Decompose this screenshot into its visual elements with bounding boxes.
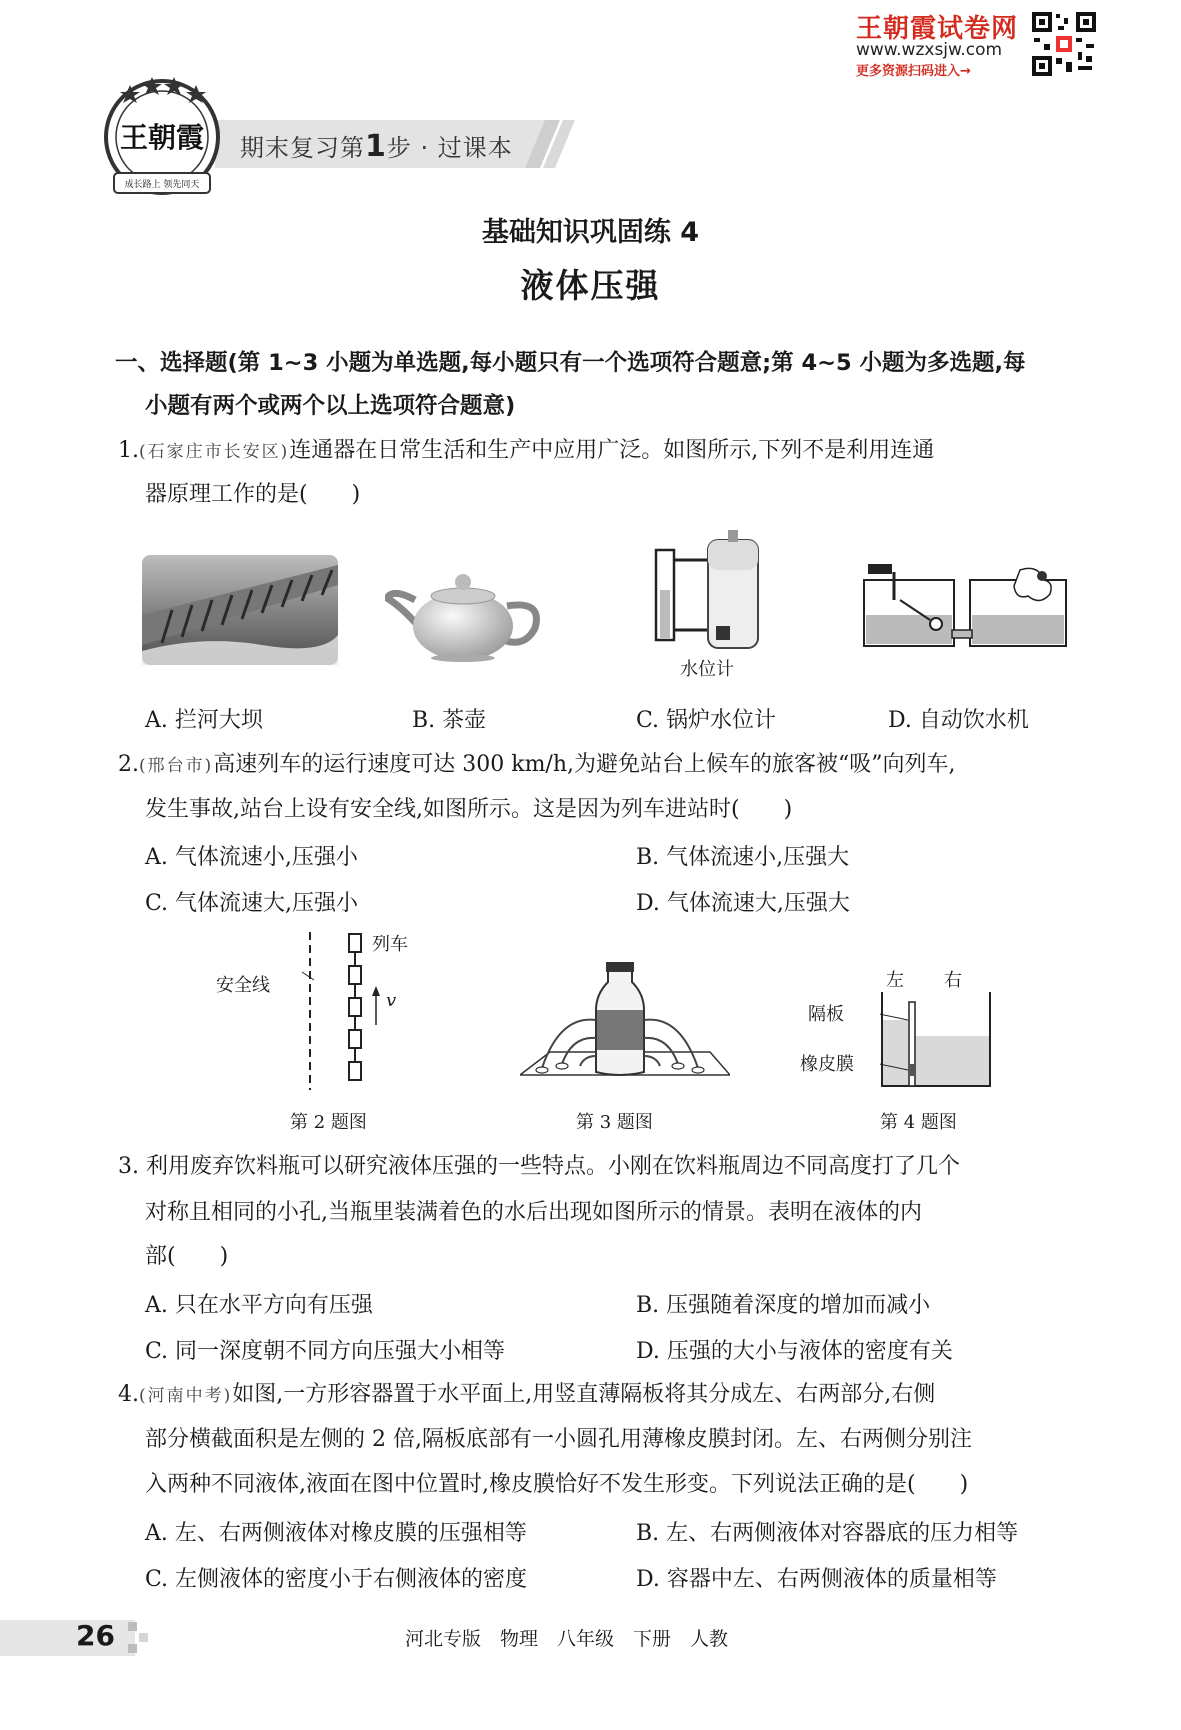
- page-number: 26: [76, 1619, 115, 1652]
- q2-line1: [118, 750, 956, 781]
- fig4-partition-label: 隔板: [808, 1004, 844, 1025]
- banner-step: 1: [365, 129, 387, 164]
- footer-edition: 河北专版 物理 八年级 下册 人教: [405, 1628, 729, 1650]
- q1-line2: 器原理工作的是( ): [145, 482, 361, 507]
- section-heading-line1: 一、选择题(第 1~3 小题为单选题,每小题只有一个选项符合题意;第 4~5 小题为多选题,每: [115, 350, 1026, 376]
- banner-suffix: 步 · 过课本: [386, 134, 513, 162]
- logo-slogan: 成长路上 领先同天: [124, 180, 200, 190]
- fig4-container-diagram: [880, 990, 995, 1090]
- worksheet-title: 液体压强: [520, 266, 661, 305]
- q1-number: 1.: [118, 438, 139, 463]
- q1-line1: [118, 436, 934, 467]
- dam-image: [142, 555, 338, 665]
- q2-source: (邢台市): [139, 756, 214, 776]
- q4-text1: 如图,一方形容器置于水平面上,用竖直薄隔板将其分成左、右两部分,右侧: [232, 1382, 936, 1407]
- section-heading-line2: 小题有两个或两个以上选项符合题意): [145, 393, 516, 419]
- q3-line3: 部( ): [145, 1244, 229, 1269]
- q3-option-d[interactable]: D. 压强的大小与液体的密度有关: [636, 1339, 953, 1364]
- brand-title: 王朝霞试卷网: [856, 14, 1019, 44]
- qr-code-icon[interactable]: [1030, 10, 1098, 78]
- fig2-train-label: 列车: [372, 934, 408, 955]
- q2-text1: 高速列车的运行速度可达 300 km/h,为避免站台上候车的旅客被“吸”向列车,: [213, 752, 956, 777]
- q3-option-b[interactable]: B. 压强随着深度的增加而减小: [636, 1293, 931, 1318]
- q3-option-c[interactable]: C. 同一深度朝不同方向压强大小相等: [145, 1339, 506, 1364]
- q2-number: 2.: [118, 752, 139, 777]
- q1-option-d[interactable]: D. 自动饮水机: [888, 708, 1029, 733]
- q2-option-c[interactable]: C. 气体流速大,压强小: [145, 891, 359, 916]
- q3-option-a[interactable]: A. 只在水平方向有压强: [145, 1293, 373, 1318]
- q2-option-b[interactable]: B. 气体流速小,压强大: [636, 845, 850, 870]
- q1-option-c[interactable]: C. 锅炉水位计: [636, 708, 777, 733]
- q4-source: (河南中考): [139, 1386, 233, 1406]
- q1-text1: 连通器在日常生活和生产中应用广泛。如图所示,下列不是利用连通: [289, 438, 935, 463]
- fig3-bottle-diagram: [520, 960, 730, 1085]
- fig2-caption: 第 2 题图: [290, 1112, 367, 1133]
- boiler-gauge-label: 水位计: [680, 659, 734, 680]
- q2-line2: 发生事故,站台上设有安全线,如图所示。这是因为列车进站时( ): [145, 797, 793, 822]
- logo-text: 王朝霞: [119, 121, 205, 154]
- brand-subtitle: 更多资源扫码进入→: [856, 64, 971, 79]
- teapot-image: [385, 558, 545, 663]
- fig2-safety-line-label: 安全线: [216, 975, 270, 996]
- q1-option-b[interactable]: B. 茶壶: [412, 708, 487, 733]
- banner-text: [240, 128, 513, 164]
- fig2-velocity-label: v: [386, 990, 397, 1011]
- q4-number: 4.: [118, 1382, 139, 1407]
- brand-logo: [100, 75, 225, 205]
- q1-option-a[interactable]: A. 拦河大坝: [145, 708, 263, 733]
- q3-line1: 3. 利用废弃饮料瓶可以研究液体压强的一些特点。小刚在饮料瓶周边不同高度打了几个: [118, 1154, 960, 1179]
- fig2-train-diagram: [300, 930, 380, 1090]
- q4-line3: 入两种不同液体,液面在图中位置时,橡皮膜恰好不发生形变。下列说法正确的是( ): [145, 1472, 969, 1497]
- q4-option-b[interactable]: B. 左、右两侧液体对容器底的压力相等: [636, 1521, 1019, 1546]
- fig4-left-label: 左: [886, 970, 904, 991]
- q1-source: (石家庄市长安区): [139, 442, 290, 462]
- q4-option-a[interactable]: A. 左、右两侧液体对橡皮膜的压强相等: [145, 1521, 527, 1546]
- fig4-caption: 第 4 题图: [880, 1112, 957, 1133]
- fig4-membrane-label: 橡皮膜: [800, 1054, 854, 1075]
- worksheet-subtitle: 基础知识巩固练 4: [481, 217, 700, 248]
- q2-option-a[interactable]: A. 气体流速小,压强小: [145, 845, 358, 870]
- q4-option-d[interactable]: D. 容器中左、右两侧液体的质量相等: [636, 1567, 997, 1592]
- footer-squares-icon: [128, 1622, 150, 1654]
- q2-option-d[interactable]: D. 气体流速大,压强大: [636, 891, 850, 916]
- q4-option-c[interactable]: C. 左侧液体的密度小于右侧液体的密度: [145, 1567, 528, 1592]
- fig3-caption: 第 3 题图: [576, 1112, 653, 1133]
- q4-line1: [118, 1380, 935, 1411]
- q4-line2: 部分横截面积是左侧的 2 倍,隔板底部有一小圆孔用薄橡皮膜封闭。左、右两侧分别注: [145, 1427, 972, 1452]
- boiler-gauge-image: [650, 530, 775, 650]
- q3-line2: 对称且相同的小孔,当瓶里装满着色的水后出现如图所示的情景。表明在液体的内: [145, 1200, 922, 1225]
- banner-prefix: 期末复习第: [240, 134, 365, 162]
- brand-url[interactable]: www.wzxsjw.com: [856, 40, 1003, 60]
- auto-water-dispenser-image: [860, 560, 1070, 650]
- fig4-right-label: 右: [944, 970, 962, 991]
